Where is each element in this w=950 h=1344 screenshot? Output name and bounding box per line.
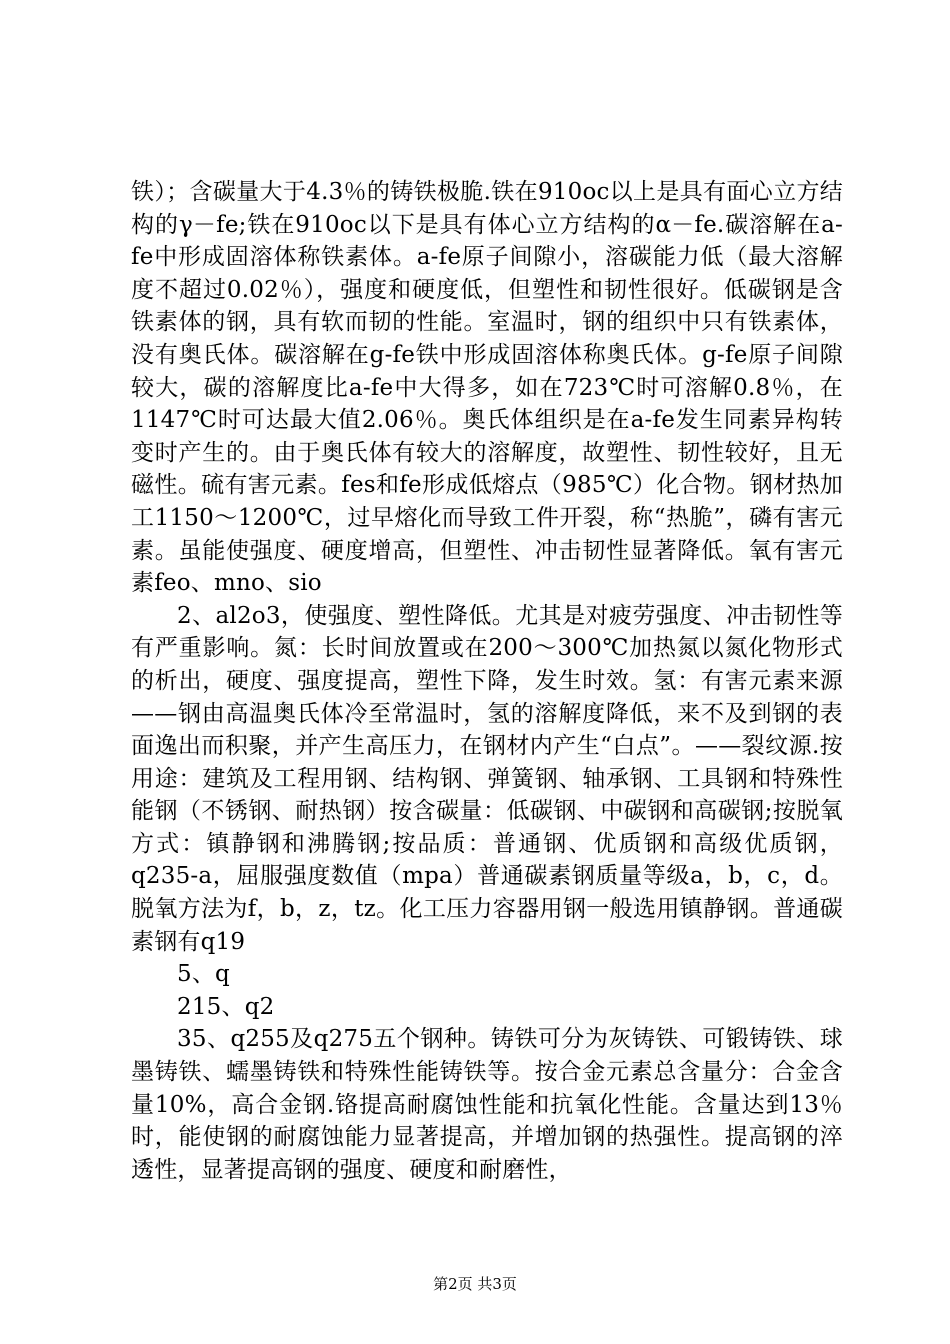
paragraph-2: 2、al2o3，使强度、塑性降低。尤其是对疲劳强度、冲击韧性等有严重影响。氮：长时间放置或在200～300℃加热氮以氮化物形式的析出，硬度、强度提高，塑性下降，发生时效。氢：有害元素来源——钢由高温奥氏体冷至常温时，氢的溶解度降低，来不及到钢的表面逸出而积聚，并产生高压力，在钢材内产生“白点”。——裂纹源.按用途：建筑及工程用钢、结构钢、弹簧钢、轴承钢、工具钢和特殊性能钢（不锈钢、耐热钢）按含碳量：低碳钢、中碳钢和高碳钢;按脱氧方式：镇静钢和沸腾钢;按品质：普通钢、优质钢和高级优质钢，q235-a，屈服强度数值（mpa）普通碳素钢质量等级a，b，c，d。脱氧方法为f，b，z，tz。化工压力容器用钢一般选用镇静钢。普通碳素钢有q19 bbox=[131, 602, 843, 955]
paragraph-1: 铁）；含碳量大于4.3％的铸铁极脆.铁在910oc以上是具有面心立方结构的γ－fe;铁在910oc以下是具有体心立方结构的α－fe.碳溶解在a-fe中形成固溶体称铁素体。a-fe原子间隙小，溶碳能力低（最大溶解度不超过0.02％），强度和硬度低，但塑性和韧性很好。低碳钢是含铁素体的钢，具有软而韧的性能。室温时，钢的组织中只有铁素体，没有奥氏体。碳溶解在g-fe铁中形成固溶体称奥氏体。g-fe原子间隙较大，碳的溶解度比a-fe中大得多，如在723℃时可溶解0.8％，在1147℃时可达最大值2.06％。奥氏体组织是在a-fe发生同素异构转变时产生的。由于奥氏体有较大的溶解度，故塑性、韧性较好，且无磁性。硫有害元素。fes和fe形成低熔点（985℃）化合物。钢材热加工1150～1200℃，过早熔化而导致工件开裂，称“热脆”，磷有害元素。虽能使强度、硬度增高，但塑性、冲击韧性显著降低。氧有害元素feo、mno、sio bbox=[131, 179, 843, 597]
paragraph-5: 35、q255及q275五个钢种。铸铁可分为灰铸铁、可锻铸铁、球墨铸铁、蠕墨铸铁和特殊性能铸铁等。按合金元素总含量分：合金含量10%，高合金钢.铬提高耐腐蚀性能和抗氧化性能。含量达到13％时，能使钢的耐腐蚀能力显著提高，并增加钢的热强性。提高钢的淬透性，显著提高钢的强度、硬度和耐磨性， bbox=[131, 1026, 843, 1183]
page-number-label: 第2页 共3页 bbox=[433, 1275, 517, 1293]
page-footer bbox=[0, 1274, 950, 1294]
paragraph-4: 215、q2 bbox=[177, 993, 275, 1020]
paragraph-3: 5、q bbox=[177, 961, 230, 988]
document-body bbox=[131, 176, 843, 1186]
